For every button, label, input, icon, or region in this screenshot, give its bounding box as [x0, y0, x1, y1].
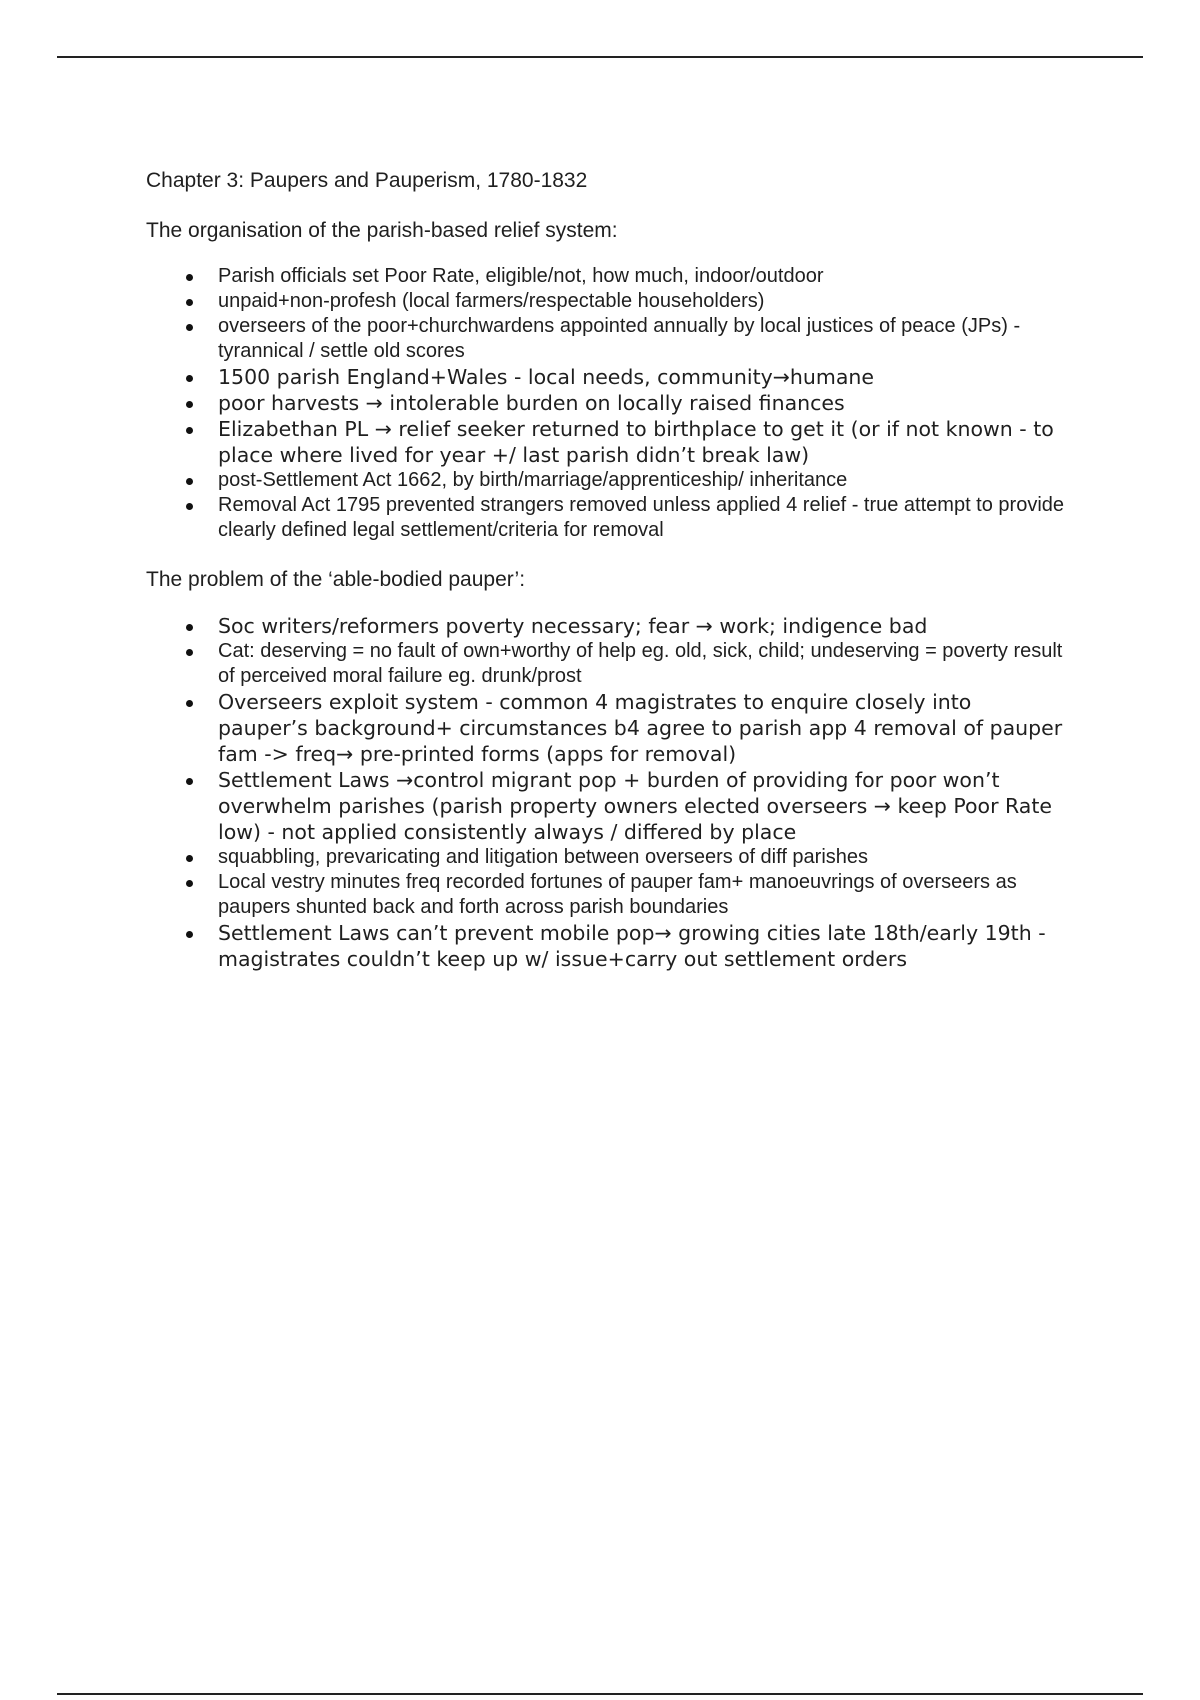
- list-item: overseers of the poor+churchwardens appointed annually by local justices of peace (JPs) - tyrannical / settle old scores: [146, 314, 1066, 364]
- list-item: Overseers exploit system - common 4 magistrates to enquire closely into pauper’s background+ circumstances b4 agree to parish app 4 removal of pauper fam -> freq→ pre-printed forms (apps for removal): [146, 689, 1066, 767]
- list-item: Elizabethan PL → relief seeker returned to birthplace to get it (or if not known - to place where lived for year +/ last parish didn’t break law): [146, 416, 1066, 468]
- list-item: 1500 parish England+Wales - local needs, community→humane: [146, 364, 1066, 390]
- list-item: Cat: deserving = no fault of own+worthy of help eg. old, sick, child; undeserving = poverty result of perceived moral failure eg. drunk/prost: [146, 639, 1066, 689]
- list-item: poor harvests → intolerable burden on locally raised finances: [146, 390, 1066, 416]
- document-body: [146, 168, 1066, 996]
- list-item: Settlement Laws →control migrant pop + burden of providing for poor won’t overwhelm parishes (parish property owners elected overseers → keep Poor Rate low) - not applied consistently always / differed by place: [146, 767, 1066, 845]
- list-item: Local vestry minutes freq recorded fortunes of pauper fam+ manoeuvrings of overseers as paupers shunted back and forth across parish boundaries: [146, 870, 1066, 920]
- section-heading-relief-system: The organisation of the parish-based relief system:: [146, 219, 618, 242]
- top-divider: [57, 56, 1143, 58]
- chapter-title: Chapter 3: Paupers and Pauperism, 1780-1832: [146, 169, 588, 192]
- able-bodied-pauper-bullet-list: [146, 613, 1066, 972]
- list-item: post-Settlement Act 1662, by birth/marriage/apprenticeship/ inheritance: [146, 468, 1066, 493]
- list-item: Soc writers/reformers poverty necessary; fear → work; indigence bad: [146, 613, 1066, 639]
- list-item: unpaid+non-profesh (local farmers/respectable householders): [146, 289, 1066, 314]
- list-item: Removal Act 1795 prevented strangers removed unless applied 4 relief - true attempt to provide clearly defined legal settlement/criteria for removal: [146, 493, 1066, 543]
- list-item: squabbling, prevaricating and litigation between overseers of diff parishes: [146, 845, 1066, 870]
- section-heading-able-bodied-pauper: The problem of the ‘able-bodied pauper’:: [146, 568, 526, 591]
- bottom-divider: [57, 1693, 1143, 1695]
- list-item: Settlement Laws can’t prevent mobile pop→ growing cities late 18th/early 19th - magistrates couldn’t keep up w/ issue+carry out settlement orders: [146, 920, 1066, 972]
- list-item: Parish officials set Poor Rate, eligible/not, how much, indoor/outdoor: [146, 264, 1066, 289]
- relief-system-bullet-list: [146, 264, 1066, 543]
